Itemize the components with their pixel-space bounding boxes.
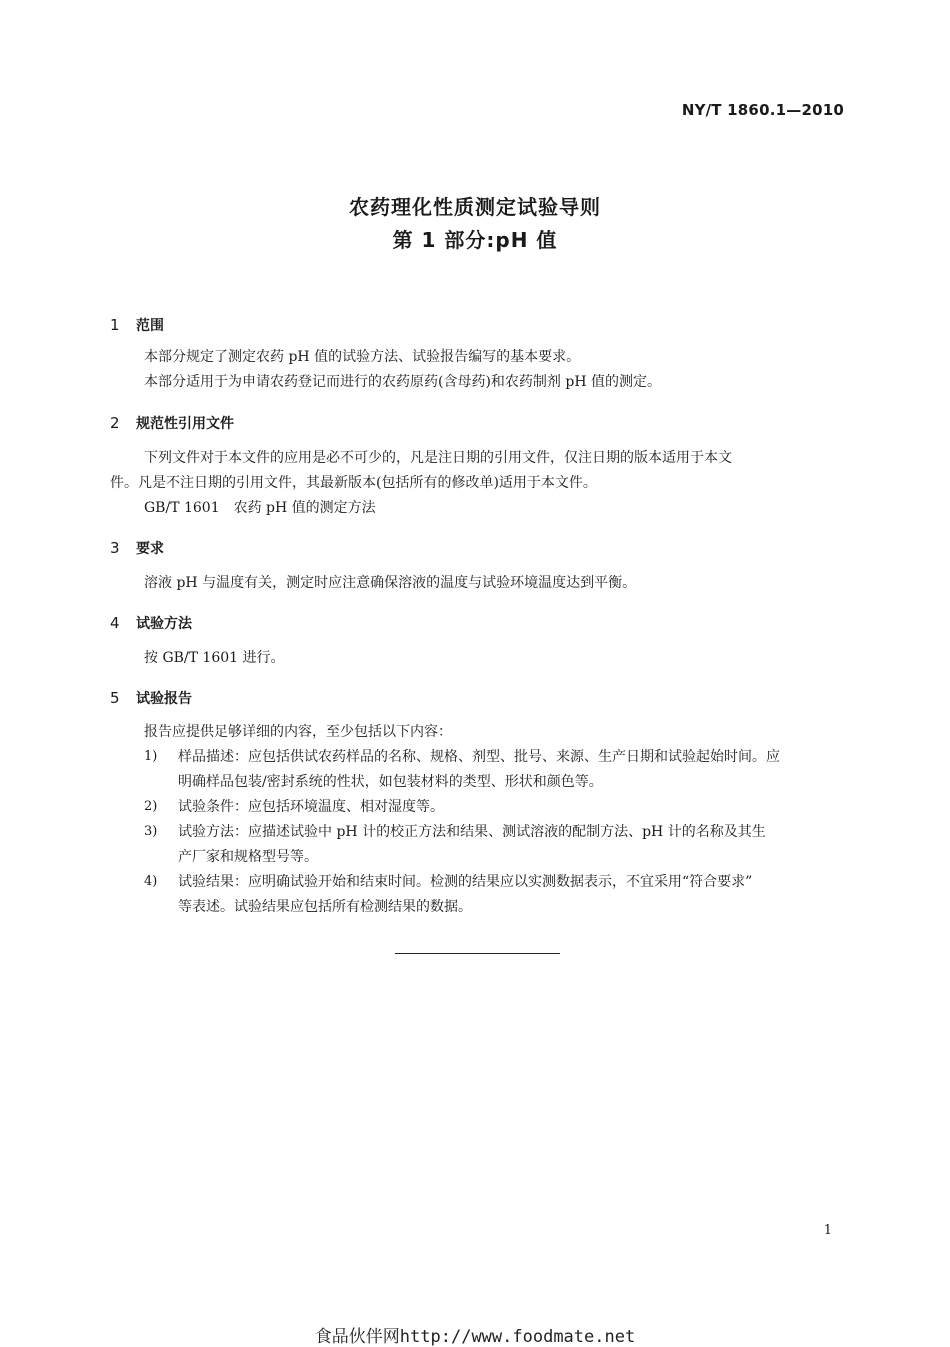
end-rule-divider [395, 953, 560, 954]
section-title: 范围 [136, 318, 164, 334]
list-item-number: 2) [144, 799, 158, 814]
normative-reference: GB/T 1601 农药 pH 值的测定方法 [144, 500, 376, 516]
list-item-line: 明确样品包装/密封系统的性状，如包装材料的类型、形状和颜色等。 [178, 774, 603, 790]
page-number: 1 [823, 1223, 832, 1238]
section-title: 试验方法 [136, 616, 192, 632]
section-title: 要求 [136, 541, 164, 557]
section-5-intro: 报告应提供足够详细的内容，至少包括以下内容： [144, 724, 452, 740]
section-title: 规范性引用文件 [136, 416, 234, 432]
section-2-heading [110, 413, 234, 433]
section-2-paragraph-line-2: 件。凡是不注日期的引用文件，其最新版本(包括所有的修改单)适用于本文件。 [110, 475, 597, 491]
section-4-paragraph: 按 GB/T 1601 进行。 [144, 650, 285, 666]
section-3-heading [110, 538, 164, 558]
section-number: 4 [110, 614, 120, 632]
list-item-number: 3) [144, 824, 158, 839]
section-3-paragraph: 溶液 pH 与温度有关，测定时应注意确保溶液的温度与试验环境温度达到平衡。 [144, 575, 637, 591]
list-item-line: 等表述。试验结果应包括所有检测结果的数据。 [178, 899, 472, 915]
section-number: 5 [110, 689, 120, 707]
list-item-number: 4) [144, 874, 158, 889]
list-item-line: 试验方法：应描述试验中 pH 计的校正方法和结果、测试溶液的配制方法、pH 计的名称及其生 [178, 824, 766, 840]
list-item-number: 1) [144, 749, 158, 764]
list-item-line: 试验条件：应包括环境温度、相对湿度等。 [178, 799, 444, 815]
section-4-heading [110, 613, 192, 633]
section-number: 3 [110, 539, 120, 557]
standard-code: NY/T 1860.1—2010 [681, 101, 844, 119]
list-item-line: 产厂家和规格型号等。 [178, 849, 318, 865]
section-1-paragraph-2: 本部分适用于为申请农药登记而进行的农药原药(含母药)和农药制剂 pH 值的测定。 [144, 374, 661, 390]
section-number: 2 [110, 414, 120, 432]
document-title: 农药理化性质测定试验导则 [349, 195, 601, 219]
list-item-line: 试验结果：应明确试验开始和结束时间。检测的结果应以实测数据表示，不宜采用“符合要求” [178, 874, 753, 890]
section-1-heading [110, 315, 164, 335]
list-item-line: 样品描述：应包括供试农药样品的名称、规格、剂型、批号、来源、生产日期和试验起始时间。应 [178, 749, 780, 765]
section-5-heading [110, 688, 192, 708]
watermark-text: 食品伙伴网http://www.foodmate.net [314, 1327, 636, 1347]
section-number: 1 [110, 316, 120, 334]
document-subtitle: 第 1 部分:pH 值 [392, 228, 558, 252]
section-title: 试验报告 [136, 691, 192, 707]
section-2-paragraph-line-1: 下列文件对于本文件的应用是必不可少的，凡是注日期的引用文件，仅注日期的版本适用于本文 [144, 450, 732, 466]
section-1-paragraph-1: 本部分规定了测定农药 pH 值的试验方法、试验报告编写的基本要求。 [144, 349, 581, 365]
